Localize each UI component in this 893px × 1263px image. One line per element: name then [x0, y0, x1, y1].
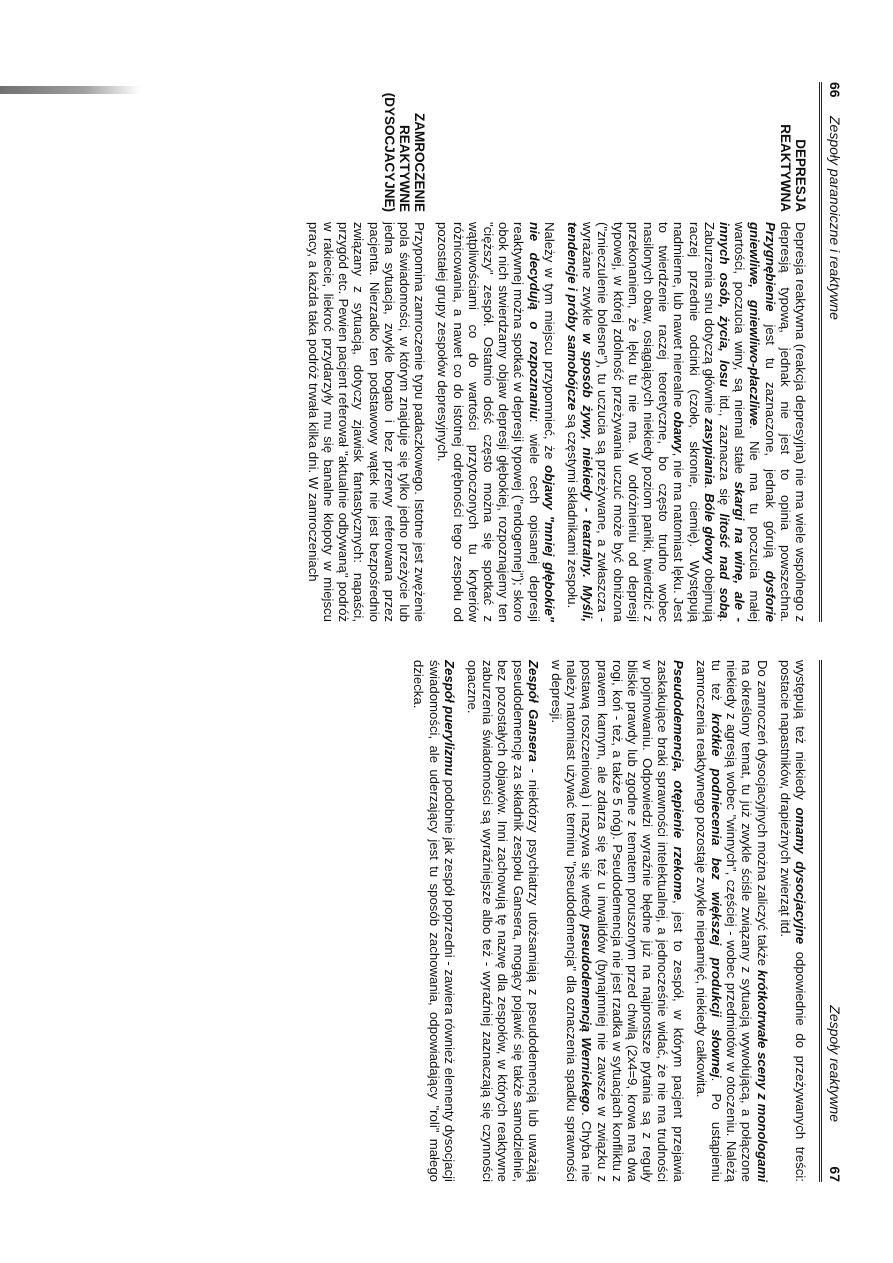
term-emphasis: Pseudodemencja, otępienie rzekome	[670, 659, 686, 900]
text-run: , jest to zespół, w którym pacjent przejawia zaskakujące braki sprawności intelektualnej, a jednocześnie widać, że nie ma trudności w pojmowaniu. Odpowiedzi wyraźnie błędne już na najprostsze pytania są z reguły bliskie prawdy lub zgodne z tematem poruszonym przed chwilą (2x4=9, krowa ma dwa rogi, koń - też, a także 5 nóg). Pseudodemencja nie jest rzadka w sytuacjach konfliktu z prawem karnym, ale zdarza się też u inwalidów (bynajmniej nie zawsze w związku z postawą roszczeniową) i nazywa się wtedy	[578, 659, 686, 1182]
body-paragraph	[411, 660, 457, 1182]
right-running-header	[822, 660, 842, 1182]
term-emphasis: Przygnębienie	[762, 221, 778, 311]
term-emphasis: dysforie gniewliwe, gniewliwo-płaczliwe	[746, 221, 778, 622]
text-run: , nie ma natomiast lęku. Jest to twierdzenie raczej teoretyczne, bo często trudno wobec nasilonych obaw, osiągających niekiedy poziom paniki, twierdzić z przekonaniem, że lęku tu nie ma. W odróżnieniu od depresji typowej, w której zdolność przeżywania uczuć może być obniżona ("znieczulenie bolesne"), tu uczucia są przeżywane, a zwłaszcza - wyrażane zwykle	[579, 221, 686, 622]
right-page-content	[403, 660, 808, 1182]
term-emphasis: Bóle głowy	[701, 492, 717, 564]
term-emphasis: objawy "mniej głębokie" nie decydują o rozpoznaniu	[526, 221, 557, 622]
section-zamroczenie-reaktywne	[305, 82, 427, 622]
text-run: Do zamroczeń dysocjacyjnych można zaliczyć także	[754, 659, 770, 970]
term-emphasis: Zespół Gansera	[525, 659, 541, 762]
body-paragraph	[564, 222, 807, 622]
body-paragraph	[693, 660, 769, 1182]
text-run: odpowiednie do przeżywanych treści: postacie napastników, drapieżnych zwierząt itd.	[777, 659, 808, 1182]
term-emphasis: zasypiania	[701, 417, 717, 485]
term-emphasis: omamy dysocjacyjne	[792, 806, 808, 944]
text-run: Należy w tym miejscu przypomnieć, że	[541, 221, 557, 465]
body-paragraph	[435, 222, 557, 622]
section-label: ZAMROCZENIE REAKTYWNE (DYSOCJACYJNE)	[381, 92, 427, 212]
text-run: Przypomina zamroczenie typu padaczkowego. Istotne jest zwężenie pola świadomości, w którym znajduje się tylko jedno przeżycie lub jedna sytuacja, zwykle bogato i bez przerwy referowana przez pacjenta. Nierzadko ten podstawowy wątek nie jest bezpośrednio związany z sytuacją, dotyczy zjawisk fantastycznych: napaści, przygód etc. Pewien pacjent referował "aktualnie odbywaną" podróż w rakiecie, liekroć przydarzyły mu się banalne kłopoty w miejscu pracy, a każda taka podróż trwała kilka dni. W zamroczeniach	[305, 221, 427, 622]
term-emphasis: litość nad sobą	[716, 512, 732, 618]
body-paragraph	[548, 660, 685, 1182]
text-run: - niektórzy psychiatrzy utożsamiają z pseudodemencją lub uważają pseudodemencję za składnik zespołu Gansera, mogący pojawić się także samodzielnie, bez pozostałych objawów. Inni zachowują tę nazwę dla zespołów, w których reaktywne zaburzenia świadomości są wyraźniejsze albo też - wyraźniej zaznaczają się czynności opaczne.	[464, 659, 541, 1182]
text-run: występują też niekiedy	[792, 659, 808, 807]
term-emphasis: pseudodemencją Wernickego	[578, 923, 594, 1112]
text-run: .	[701, 484, 717, 493]
right-page-number: 67	[826, 1165, 843, 1182]
text-run: itd., zaznacza się	[716, 386, 732, 513]
text-run: podobnie jak zespół poprzedni - zawiera również elementy dysocjacji świadomości, ale uderzający jest tu sposób zachowania, odpowiadający "roli" małego dziecka.	[410, 659, 457, 1182]
term-emphasis: w sposób żywy, niekiedy - teatralny. Myśli, tendencje i próby samobójcze	[564, 221, 595, 622]
text-run: . Po ustąpieniu zamroczenia reaktywnego pozostaje zwykle niepamięć, niekiedy całkowita.	[693, 659, 724, 1182]
text-run: jest tu zaznaczone, jednak górują	[762, 310, 778, 571]
text-run: są częstymi składnikami zespołu.	[564, 409, 580, 608]
right-page	[52, 660, 842, 1182]
body-paragraph	[464, 660, 540, 1182]
left-page	[52, 82, 842, 622]
text-run: : wiele cech opisanej depresji reaktywnej można spotkać w depresji typowej ("endogennej"); skoro obok nich stwierdzamy objaw depresji głębokiej, rozpoznajemy ten "cięższy" zespół. Ostatnio dość często można się spotkać z wątpliwościami co do wartości przytoczonych tu kryteriów różnicowania, a nawet co do istotnej odrębności tego zespołu od pozostałej grupy zespołów depresyjnych.	[434, 221, 542, 622]
book-spread	[52, 82, 842, 1182]
left-page-number: 66	[826, 81, 843, 98]
right-section	[411, 660, 808, 1182]
text-run: obejmują raczej przednie odcinki (czoło, skronie, ciemię). Występują nadmierne, lub nawet nierealne	[670, 221, 717, 622]
left-page-content	[297, 82, 808, 622]
text-run: . Zaburzenia snu dotyczą głównie	[701, 221, 732, 622]
text-run: Depresja reaktywna (reakcja depresyjna) nie ma wiele wspólnego z depresją typową, jednak nie jest to opinia powszechna.	[777, 221, 808, 622]
body-paragraph	[305, 222, 427, 622]
right-header-rule	[819, 660, 822, 1182]
left-running-header	[822, 82, 842, 622]
body-paragraph	[777, 660, 807, 1182]
text-run: . Nie ma tu poczucia małej wartości, poczucia winy, są niemal stałe	[731, 221, 762, 622]
right-running-title: Zespoły reaktywne	[826, 1004, 843, 1122]
left-running-title: Zespoły paranoiczne i reaktywne	[826, 115, 843, 320]
term-emphasis: skargi na winę, ale - innych osób, życia, losu	[716, 221, 747, 622]
section-depresja-reaktywna	[435, 82, 808, 622]
term-emphasis: obawy	[670, 411, 686, 453]
term-emphasis: krótkie podniecenia bez większej produkcji słownej	[708, 712, 724, 1078]
text-run: . Chyba nie należy natomiast używać terminu "pseudodemencja" dla oznaczenia spadku sprawności w depresji.	[548, 659, 594, 1182]
term-emphasis: krótkotrwałe sceny z monologami	[754, 969, 770, 1182]
text-run: na określony temat, tu już zwykle ściśle związany z sytuacją wywołującą, a połączone niekiedy z agresją wobec "winnych", częściej - wobec przedmiotów w otoczeniu. Należą tu też	[708, 659, 754, 1182]
term-emphasis: Zespół puerylizmu	[441, 659, 457, 776]
section-label: DEPRESJA REAKTYWNA	[777, 123, 808, 212]
left-header-rule	[819, 82, 822, 622]
